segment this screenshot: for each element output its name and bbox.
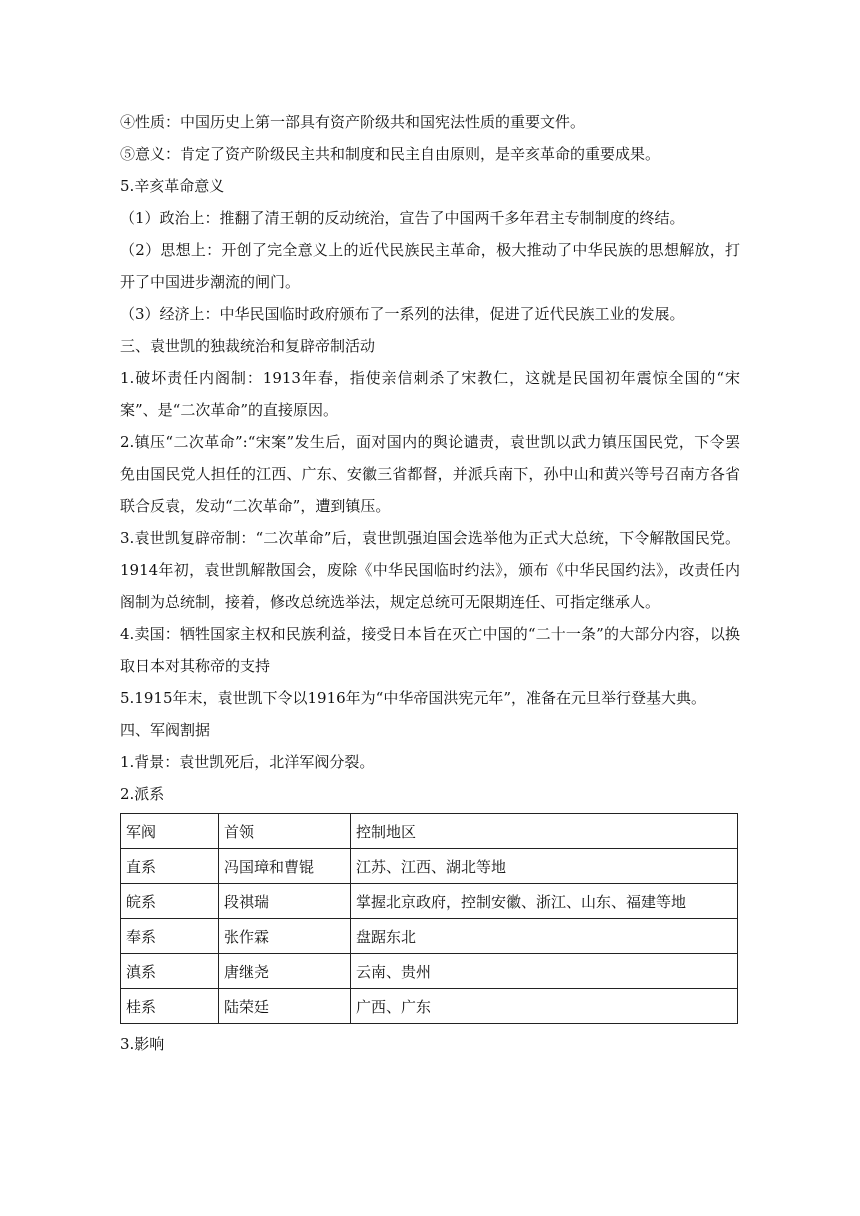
table-row xyxy=(121,849,738,884)
monarchy-restoration-paragraph: 3.袁世凯复辟帝制：“二次革命”后，袁世凯强迫国会选举他为正式大总统，下令解散国民党。1914年初，袁世凯解散国会，废除《中华民国临时约法》，颁布《中华民国约法》，改责任内阁制为总统制，接着，修改总统选举法，规定总统可无限期连任、可指定继承人。 xyxy=(120,529,740,611)
table-cell: 江苏、江西、湖北等地 xyxy=(351,849,738,884)
background-line: 1.背景：袁世凯死后，北洋军阀分裂。 xyxy=(120,753,375,771)
warlord-table xyxy=(120,813,738,1024)
ideological-meaning-paragraph: （2）思想上：开创了完全意义上的近代民族民主革命，极大推动了中华民族的思想解放，打开了中国进步潮流的闸门。 xyxy=(120,241,740,291)
treason-paragraph: 4.卖国：牺牲国家主权和民族利益，接受日本旨在灭亡中国的“二十一条”的大部分内容，以换取日本对其称帝的支持 xyxy=(120,625,740,675)
document-page xyxy=(120,106,740,1060)
table-cell: 直系 xyxy=(121,849,219,884)
table-cell: 皖系 xyxy=(121,884,219,919)
table-cell: 盘踞东北 xyxy=(351,919,738,954)
significance-line: ⑤意义：肯定了资产阶级民主共和制度和民主自由原则，是辛亥革命的重要成果。 xyxy=(120,145,661,163)
table-cell: 广西、广东 xyxy=(351,989,738,1024)
table-cell: 滇系 xyxy=(121,954,219,989)
section-heading-warlords: 四、军阀割据 xyxy=(120,721,211,739)
factions-heading: 2.派系 xyxy=(120,785,165,803)
header-cell: 军阀 xyxy=(121,814,219,849)
section-heading-yuan-shikai: 三、袁世凯的独裁统治和复辟帝制活动 xyxy=(120,337,376,355)
table-cell: 冯国璋和曹锟 xyxy=(219,849,351,884)
table-cell: 桂系 xyxy=(121,989,219,1024)
hongxian-line: 5.1915年末，袁世凯下令以1916年为“中华帝国洪宪元年”，准备在元旦举行登基大典。 xyxy=(120,689,706,707)
table-row xyxy=(121,919,738,954)
section-heading-revolution-meaning: 5.辛亥革命意义 xyxy=(120,177,225,195)
table-cell: 唐继尧 xyxy=(219,954,351,989)
cabinet-paragraph: 1.破坏责任内阁制：1913年春，指使亲信刺杀了宋教仁，这就是民国初年震惊全国的“宋案”、是“二次革命”的直接原因。 xyxy=(120,369,740,419)
second-revolution-paragraph: 2.镇压“二次革命”:“宋案”发生后，面对国内的舆论谴责，袁世凯以武力镇压国民党，下令罢免由国民党人担任的江西、广东、安徽三省都督，并派兵南下，孙中山和黄兴等号召南方各省联合反袁，发动“二次革命”，遭到镇压。 xyxy=(120,433,740,515)
header-cell: 控制地区 xyxy=(351,814,738,849)
economic-meaning-line: （3）经济上：中华民国临时政府颁布了一系列的法律，促进了近代民族工业的发展。 xyxy=(120,305,685,323)
table-cell: 陆荣廷 xyxy=(219,989,351,1024)
table-row xyxy=(121,989,738,1024)
table-cell: 掌握北京政府，控制安徽、浙江、山东、福建等地 xyxy=(351,884,738,919)
table-header-row xyxy=(121,814,738,849)
table-cell: 张作霖 xyxy=(219,919,351,954)
political-meaning-line: （1）政治上：推翻了清王朝的反动统治，宣告了中国两千多年君主专制制度的终结。 xyxy=(120,209,685,227)
table-cell: 段祺瑞 xyxy=(219,884,351,919)
warlord-table-container xyxy=(120,813,740,1024)
table-row xyxy=(121,884,738,919)
impact-heading: 3.影响 xyxy=(120,1035,165,1053)
table-row xyxy=(121,954,738,989)
header-cell: 首领 xyxy=(219,814,351,849)
table-cell: 奉系 xyxy=(121,919,219,954)
nature-line: ④性质：中国历史上第一部具有资产阶级共和国宪法性质的重要文件。 xyxy=(120,113,586,131)
table-cell: 云南、贵州 xyxy=(351,954,738,989)
